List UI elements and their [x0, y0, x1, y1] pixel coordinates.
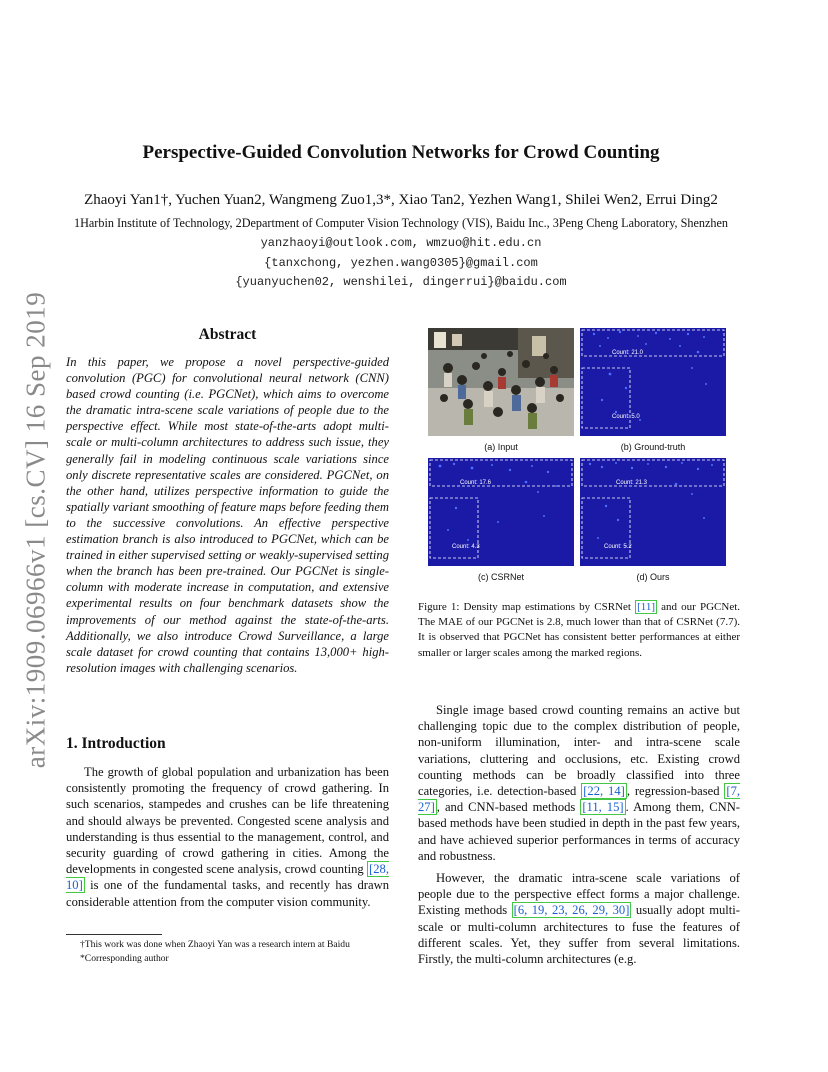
count-label: Count: 5.2 [604, 544, 632, 550]
text-run: usually adopt multi-scale or multi-column architectures to fuse the features of different scales. Yet, they suffer from several limitations. Firstly, the multi-column architectures (e.g. [418, 903, 740, 967]
count-label: Count: 21.0 [612, 350, 644, 356]
citation-link[interactable]: [28, 10] [66, 862, 389, 893]
crowd-photo-image [428, 328, 574, 436]
text-run: Single image based crowd counting remains an active but challenging topic due to the complex distribution of people, non-uniform illumination, inter- and intra-scene scale variations, cluttering and occlusions, etc. Existing crowd counting methods can be broadly classified into three categories, i.e. detection-based [418, 703, 740, 799]
text-run: is one of the fundamental tasks, and recently has drawn considerable attention from the computer vision community. [66, 878, 389, 909]
count-label: Count: 5.0 [612, 414, 640, 420]
citation-link[interactable]: [6, 19, 23, 26, 29, 30] [513, 903, 630, 918]
input-photo [428, 328, 574, 436]
panel-caption-input: (a) Input [484, 442, 518, 452]
panel-caption-ours: (d) Ours [636, 572, 670, 582]
email-line-3: {yuanyuchen02, wenshilei, dingerrui}@baidu.com [235, 275, 567, 289]
text-run: , and CNN-based methods [436, 800, 581, 815]
density-map-image [580, 458, 726, 566]
density-map-ours [580, 458, 726, 566]
email-line-2: {tanxchong, yezhen.wang0305}@gmail.com [264, 256, 538, 270]
arxiv-margin-stamp [14, 290, 58, 770]
intro-paragraph-2 [418, 702, 740, 864]
arxiv-id: arXiv:1909.06966v1 [cs.CV] 16 Sep 2019 [20, 291, 51, 769]
section-heading-introduction: 1. Introduction [66, 735, 166, 752]
affiliations: 1Harbin Institute of Technology, 2Department of Computer Vision Technology (VIS), Baidu Inc., 3Peng Cheng Laboratory, Shenzhen [74, 216, 728, 230]
citation-link[interactable]: [22, 14] [583, 784, 625, 799]
intro-paragraph-3 [418, 870, 740, 967]
figure-1-caption [418, 600, 740, 661]
count-label: Count: 4.3 [452, 544, 480, 550]
email-line-1: yanzhaoyi@outlook.com, wmzuo@hit.edu.cn [260, 236, 542, 250]
abstract-text: In this paper, we propose a novel perspective-guided convolution (PGC) for convolutional neural network (CNN) based crowd counting (i.e. PGCNet), which aims to overcome the dramatic intra-scene scale variations of people due to the perspective effect. While most state-of-the-arts adopt multi-scale or multi-column architectures to address such issue, they generally fail in modeling continuous scale variations since only discrete representative scales are considered. PGCNet, on the other hand, utilizes perspective information to guide the spatially variant smoothing of feature maps before feeding them to the successive convolutions. An effective perspective estimation branch is also introduced to PGCNet, which can be trained in either supervised setting or weakly-supervised setting when the branch has been pre-trained. Our PGCNet is single-column with moderate increase in computation, and extensive experimental results on four benchmark datasets show the improvements of our method against the state-of-the-arts. Additionally, we also introduce Crowd Surveillance, a large scale dataset for crowd counting that contains 13,000+ high-resolution images with challenging scenarios. [66, 355, 389, 675]
panel-caption-ground-truth: (b) Ground-truth [620, 442, 686, 452]
text-run: and our PGCNet. The MAE of our PGCNet is 2.8, much lower than that of CSRNet (7.7). It is observed that PGCNet has consistent better performances at either smaller or larger scales among the marked regions. [418, 601, 741, 659]
count-label: Count: 17.6 [460, 480, 492, 486]
footnote-2: *Corresponding author [80, 953, 169, 964]
author-list: Zhaoyi Yan1†, Yuchen Yuan2, Wangmeng Zuo1,3*, Xiao Tan2, Yezhen Wang1, Shilei Wen2, Errui Ding2 [84, 192, 718, 208]
count-label: Count: 21.3 [616, 480, 648, 486]
text-run: Figure 1: Density map estimations by CSRNet [418, 601, 636, 613]
footnote-rule [66, 934, 162, 935]
panel-caption-csrnet: (c) CSRNet [477, 572, 524, 582]
density-map-image [580, 328, 726, 436]
paper-title: Perspective-Guided Convolution Networks for Crowd Counting [142, 142, 660, 163]
citation-link[interactable]: [11] [637, 601, 656, 613]
text-run: . Among them, CNN-based methods have been studied in depth in the past few years, and have achieved superior performances in terms of accuracy and robustness. [418, 800, 741, 863]
text-run: The growth of global population and urbanization has been consistently promoting the frequency of crowd gathering. In such scenarios, stampedes and crushes can be life threatening and should always be prevented. Congested scene analysis and understanding is thus essential to the management, control, and security guarding of crowd gathering in cities. Among the developments in congested scene analysis, crowd counting [66, 765, 389, 877]
footnote-1: †This work was done when Zhaoyi Yan was a research intern at Baidu [80, 939, 350, 950]
density-map-csrnet [428, 458, 574, 566]
text-run: , regression-based [626, 784, 725, 799]
figure-1 [428, 328, 738, 586]
text-run: However, the dramatic intra-scene scale variations of people due to the perspective effect forms a major challenge. Existing methods [418, 871, 740, 918]
citation-link[interactable]: [7, 27] [418, 784, 741, 815]
abstract-heading: Abstract [198, 326, 257, 343]
intro-paragraph-1 [66, 764, 389, 910]
citation-link[interactable]: [11, 15] [582, 800, 624, 815]
density-map-ground-truth [580, 328, 726, 436]
density-map-image [428, 458, 574, 566]
